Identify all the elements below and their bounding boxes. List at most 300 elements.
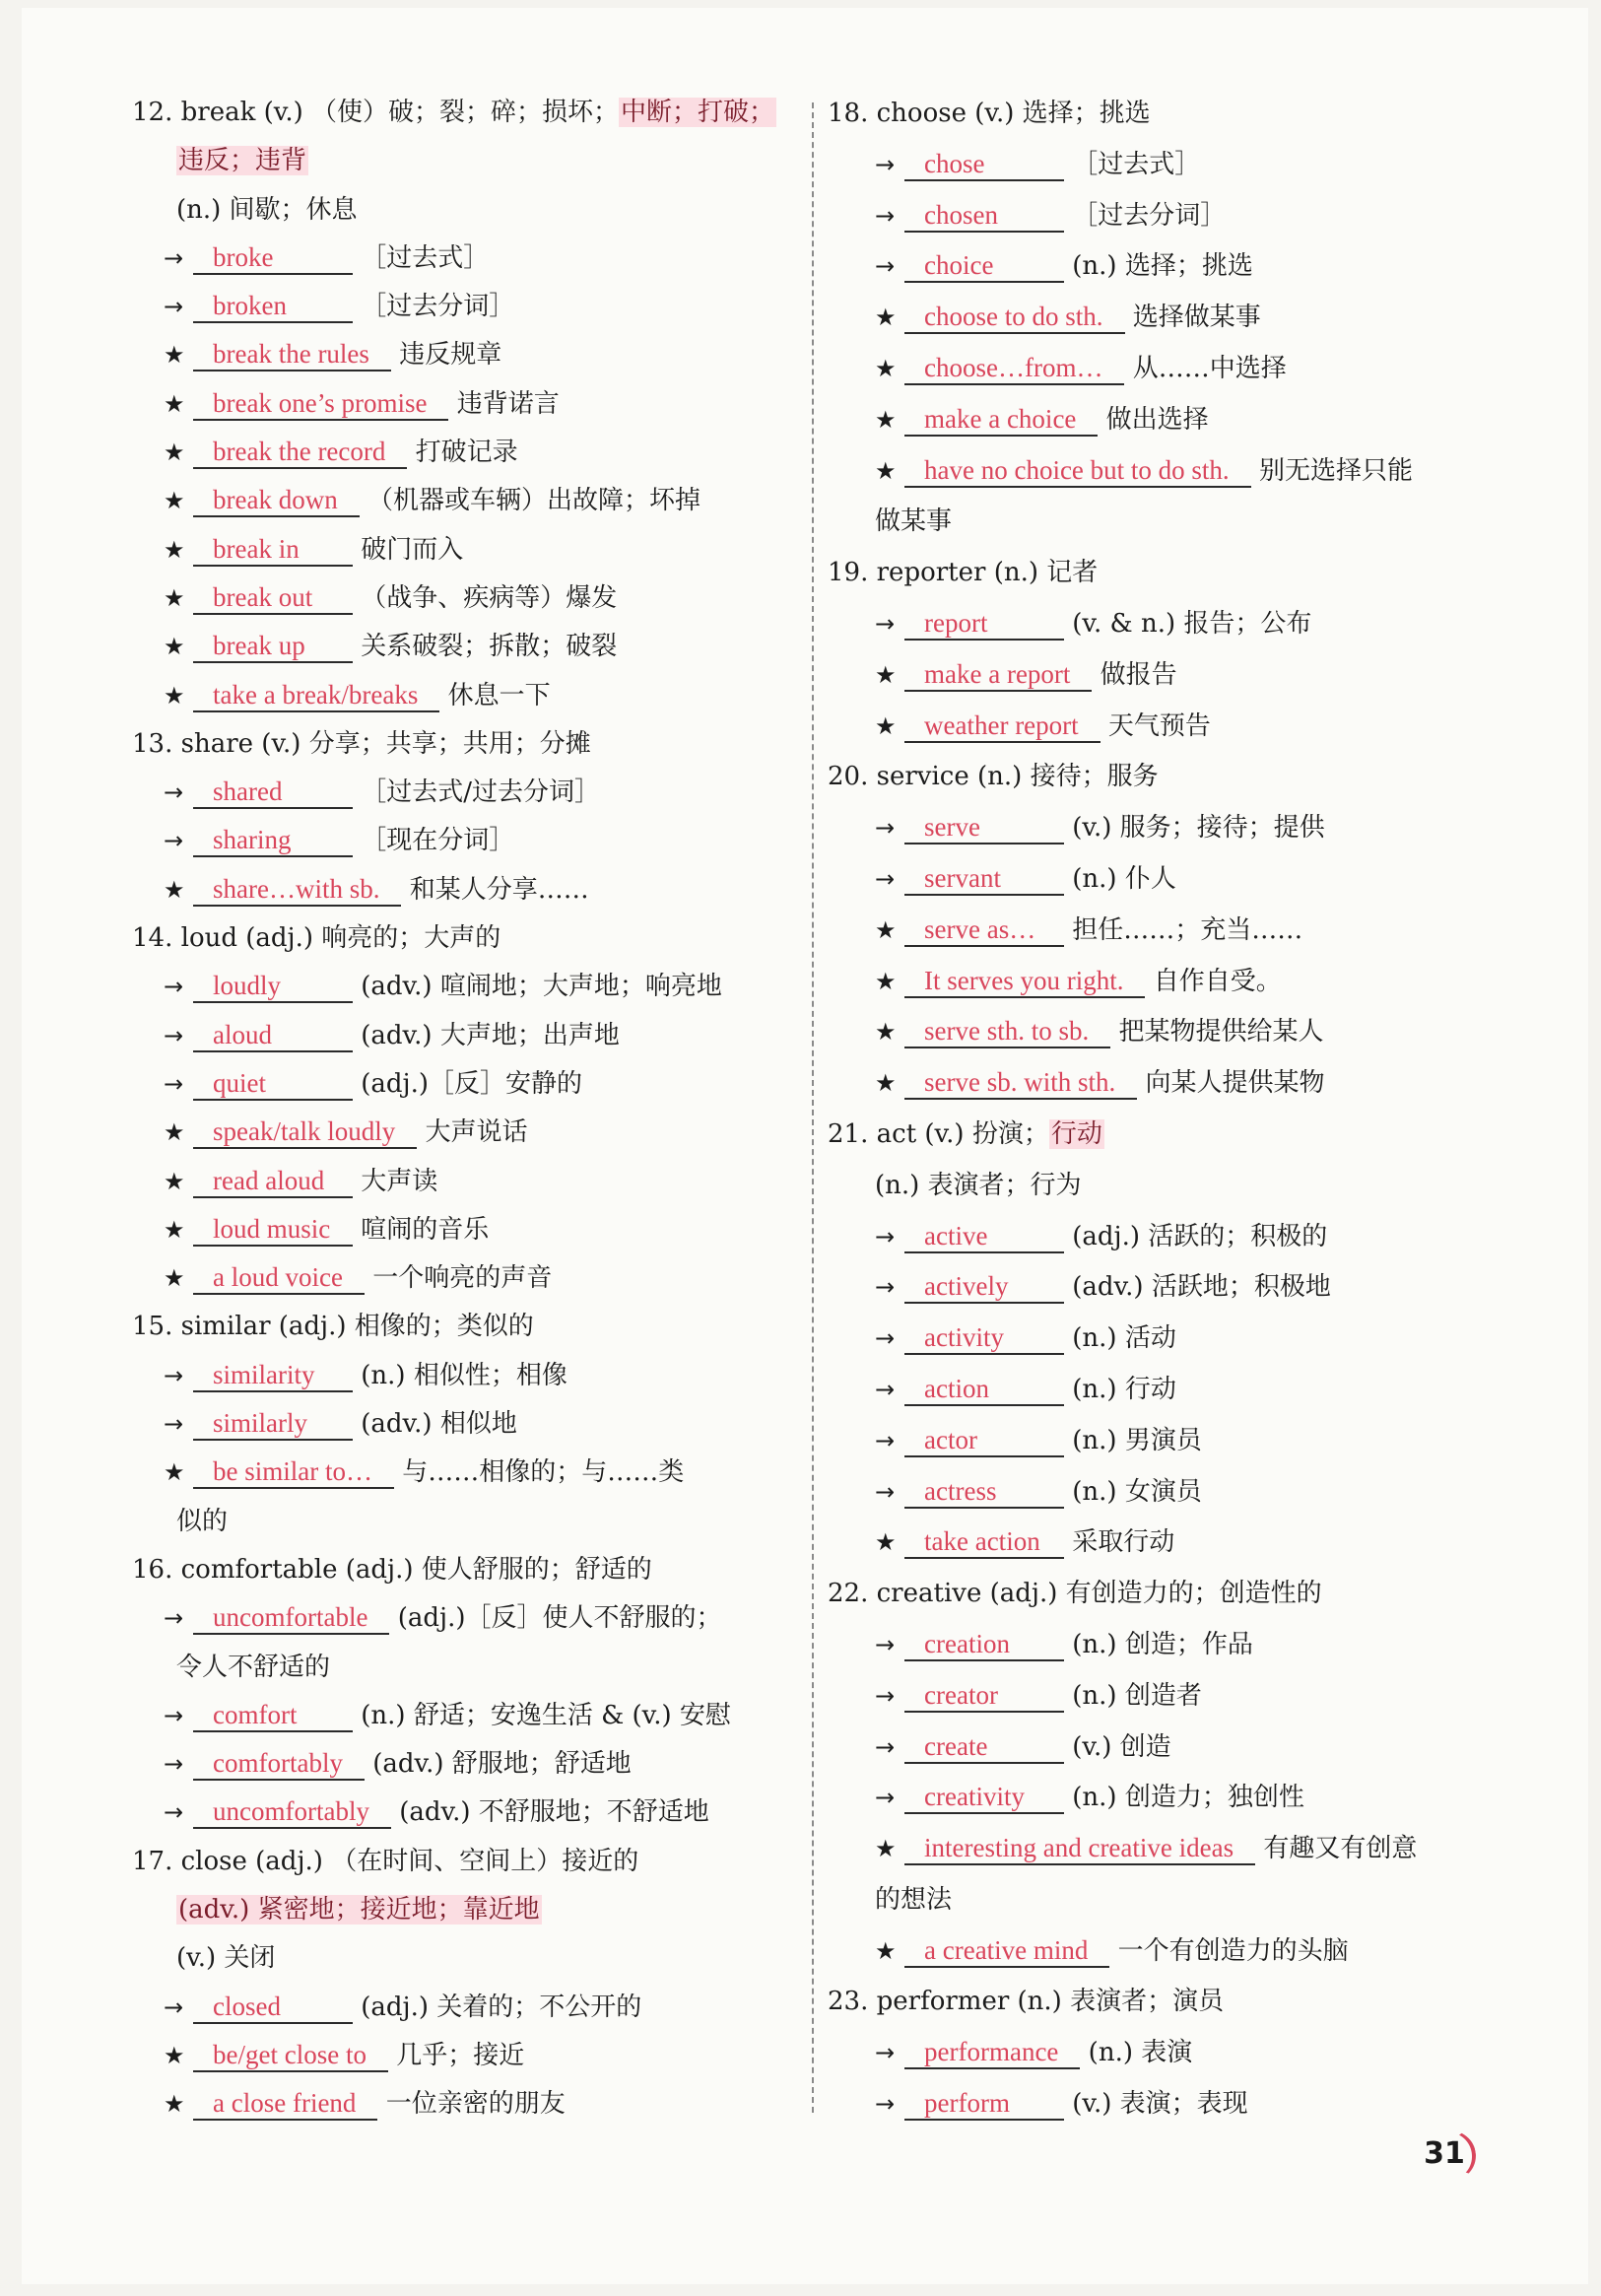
column-divider [812,102,814,2113]
arrow-icon: → [875,1681,896,1710]
star-icon: ★ [164,535,185,564]
phrase-item [828,344,1517,395]
phrase-item [828,1058,1517,1110]
star-icon: ★ [875,1936,897,1965]
part-of-speech: (n.) [993,558,1047,588]
phrase-item [828,1007,1517,1058]
part-of-speech: (adj.) [278,1312,355,1342]
star-icon: ★ [164,633,185,661]
derived-form-item [828,140,1517,191]
answer-blank: break the record [193,436,407,469]
highlighted-meaning: 行动 [1050,1118,1102,1149]
star-icon: ★ [164,2090,185,2119]
meaning: 有趣又有创意 [1255,1834,1418,1864]
derived-form-item [132,235,802,283]
meaning: 担任……；充当…… [1064,914,1303,945]
answer-blank: quiet [193,1067,353,1101]
entry-continuation [828,1875,1517,1926]
meaning: 与……相像的；与……类 [393,1457,685,1488]
phrase-item [828,395,1517,446]
headword: creative [876,1579,990,1609]
answer-blank: read aloud [193,1165,353,1198]
meaning: 关系破裂；拆散；破裂 [353,632,618,662]
star-icon: ★ [164,487,185,515]
arrow-icon: → [875,201,896,230]
arrow-icon: → [875,1222,896,1250]
arrow-icon: → [164,778,184,807]
entry-number: 15. [132,1312,181,1342]
answer-blank: similarly [193,1407,353,1441]
meaning: (n.) 表演者；行为 [875,1170,1082,1200]
meaning: 违反规章 [390,340,502,371]
derived-form-item [828,803,1517,854]
answer-blank: serve sb. with sth. [904,1066,1137,1100]
answer-blank: have no choice but to do sth. [904,454,1251,488]
derived-form-item [132,1692,802,1740]
star-icon: ★ [164,875,185,904]
star-icon: ★ [164,583,185,612]
entry-headword [828,752,1517,803]
answer-blank: weather report [904,709,1101,743]
answer-blank: loud music [193,1213,353,1247]
meaning: 有创造力的；创造性的 [1065,1579,1322,1609]
meaning: (n.) 活动 [1064,1323,1176,1354]
meaning: ［过去式］ [1064,149,1201,179]
answer-blank: break in [193,533,353,567]
meaning: 记者 [1046,558,1099,588]
entry-number: 20. [828,762,877,792]
star-icon: ★ [875,354,897,382]
phrase-item [828,650,1517,702]
part-of-speech: (n.) [1017,1987,1071,2017]
answer-blank: break down [193,484,360,517]
entry-number: 16. [132,1554,181,1585]
meaning: (adj.) 关着的；不公开的 [353,1992,642,2022]
star-icon: ★ [875,1069,897,1098]
arrow-icon: → [875,252,896,281]
answer-blank: be/get close to [193,2039,388,2072]
meaning: 自作自受。 [1145,966,1282,996]
meaning: (n.) 创造者 [1064,1680,1202,1711]
meaning: (v.) 创造 [1064,1731,1171,1762]
derived-form-item [828,1722,1517,1774]
meaning: 别无选择只能 [1250,455,1413,486]
meaning: (n.) 表演 [1080,2038,1193,2068]
answer-blank: actor [904,1424,1064,1457]
derived-form-item [828,854,1517,906]
answer-blank: broke [193,241,353,275]
arrow-icon: → [164,1992,184,2021]
star-icon: ★ [164,1215,185,1244]
star-icon: ★ [164,1458,185,1487]
headword: choose [876,99,975,128]
star-icon: ★ [164,341,185,370]
entry-headword [828,89,1517,140]
derived-form-item [828,1365,1517,1416]
answer-blank: break out [193,581,353,615]
phrase-item [132,380,802,429]
entry-headword [132,89,802,137]
highlighted-meaning: 中断；打破； [621,98,775,127]
entry-headword [828,548,1517,599]
highlighted-meaning: (adv.) 紧密地；接近地；靠近地 [178,1894,540,1925]
derived-form-item [132,1352,802,1400]
answer-blank: take action [904,1525,1064,1559]
meaning: (v.) 表演；表现 [1064,2089,1248,2120]
star-icon: ★ [164,389,185,418]
answer-blank: choose to do sth. [904,301,1125,334]
meaning: (adv.) 活跃地；积极地 [1064,1272,1331,1303]
star-icon: ★ [164,1118,185,1147]
derived-form-item [132,1789,802,1837]
headword: similar [180,1312,279,1342]
phrase-item [132,866,802,914]
entry-number: 12. [132,98,181,127]
phrase-item [828,1518,1517,1569]
answer-blank: serve as… [904,913,1064,947]
meaning: (adv.) 舒服地；舒适地 [364,1749,632,1780]
arrow-icon: → [875,1732,896,1761]
phrase-item [828,906,1517,957]
entry-number: 22. [828,1579,877,1609]
answer-blank: active [904,1220,1064,1253]
meaning: (n.) 选择；挑选 [1064,251,1253,282]
answer-blank: be similar to… [193,1455,394,1489]
workbook-page [22,8,1588,2284]
headword: comfortable [180,1554,346,1585]
meaning: 接待；服务 [1030,762,1159,792]
derived-form-item [132,283,802,331]
meaning: (n.) 创造力；独创性 [1064,1783,1304,1813]
meaning: (v.) 服务；接待；提供 [1064,813,1325,844]
star-icon: ★ [164,1167,185,1195]
entry-headword [132,914,802,963]
meaning: 大声说话 [417,1117,528,1148]
headword: break [180,98,264,127]
derived-form-item [132,769,802,817]
highlighted-meaning: 违反；违背 [178,146,307,176]
meaning: (adj.)［反］安静的 [353,1068,583,1099]
phrase-item [132,1206,802,1254]
answer-blank: action [904,1373,1064,1406]
headword: close [180,1846,256,1876]
arrow-icon: → [875,1324,896,1353]
phrase-item [132,1109,802,1157]
arrow-icon: → [164,973,184,1001]
meaning: 从……中选择 [1124,353,1287,383]
meaning: ［过去式］ [353,242,490,273]
answer-blank: perform [904,2087,1064,2121]
meaning: 一位亲密的朋友 [377,2089,566,2120]
derived-form-item [828,1416,1517,1467]
entry-continuation [828,497,1517,548]
derived-form-item [132,1984,802,2032]
arrow-icon: → [875,1375,896,1403]
entry-number: 19. [828,558,877,588]
part-of-speech: (n.) [977,762,1031,792]
answer-blank: activity [904,1321,1064,1355]
meaning: (v. & n.) 报告；公布 [1064,608,1312,639]
star-icon: ★ [875,660,897,689]
headword: performer [876,1987,1018,2017]
answer-blank: serve sth. to sb. [904,1015,1110,1048]
answer-blank: broken [193,290,353,323]
phrase-item [828,957,1517,1008]
answer-blank: a loud voice [193,1261,365,1295]
part-of-speech: (adj.) [245,923,322,954]
headword: loud [180,923,246,954]
answer-blank: make a choice [904,403,1098,437]
meaning: 选择做某事 [1124,303,1261,333]
arrow-icon: → [875,1630,896,1658]
derived-form-item [132,1012,802,1060]
derived-form-item [132,1400,802,1449]
meaning: 几乎；接近 [387,2040,525,2070]
meaning: (n.) 舒适；安逸生活 & (v.) 安慰 [353,1700,731,1730]
meaning: (adv.) 相似地 [353,1409,517,1440]
phrase-item [828,702,1517,753]
derived-form-item [828,1467,1517,1519]
arrow-icon: → [875,1426,896,1454]
derived-form-item [828,241,1517,293]
meaning: (n.) 创造；作品 [1064,1629,1253,1659]
phrase-item [132,1449,802,1497]
answer-blank: a creative mind [904,1934,1109,1968]
meaning: 违背诺言 [448,388,560,419]
meaning: (n.) 间歇；休息 [176,194,358,225]
entry-number: 23. [828,1987,877,2017]
derived-form-item [132,1060,802,1109]
part-of-speech: (adj.) [345,1554,422,1585]
derived-form-item [132,963,802,1011]
meaning: 天气预告 [1100,710,1211,741]
phrase-item [132,1254,802,1303]
entry-headword [132,720,802,769]
arrow-icon: → [875,1784,896,1812]
right-column [828,89,1517,2130]
entry-headword [828,1569,1517,1620]
arrow-icon: → [164,1021,184,1049]
derived-form-item [828,2079,1517,2130]
headword: reporter [876,558,994,588]
answer-blank: take a break/breaks [193,679,439,712]
star-icon: ★ [875,1835,897,1863]
meaning: 喧闹的音乐 [353,1214,490,1245]
meaning: ［过去式/过去分词］ [353,777,601,808]
headword: service [876,762,977,792]
answer-blank: creator [904,1679,1064,1713]
meaning: (adv.) 不舒服地；不舒适地 [390,1797,709,1828]
answer-blank: uncomfortably [193,1795,391,1829]
meaning: ［过去分词］ [1064,200,1227,231]
meaning: 休息一下 [439,680,551,710]
answer-blank: creation [904,1628,1064,1661]
meaning: 和某人分享…… [401,874,589,905]
star-icon: ★ [875,711,897,740]
answer-blank: creativity [904,1781,1064,1814]
entry-number: 21. [828,1118,877,1149]
meaning: 分享；共享；共用；分摊 [308,728,591,759]
meaning: 表演者；演员 [1070,1987,1225,2017]
star-icon: ★ [875,915,897,944]
meaning: (n.) 相似性；相像 [353,1360,567,1390]
star-icon: ★ [875,1018,897,1047]
derived-form-item [828,2028,1517,2079]
arrow-icon: → [164,1361,184,1389]
entry-number: 18. [828,99,877,128]
page-number: 31 [1419,2128,1470,2180]
meaning: 响亮的；大声的 [321,923,501,954]
meaning: 一个响亮的声音 [364,1263,553,1294]
headword: share [180,728,262,759]
phrase-item [828,293,1517,344]
derived-form-item [828,1212,1517,1263]
meaning: (adv.) 大声地；出声地 [353,1020,620,1050]
answer-blank: closed [193,1991,353,2024]
derived-form-item [828,1671,1517,1722]
phrase-item [828,1926,1517,1978]
phrase-item [828,1824,1517,1875]
answer-blank: a close friend [193,2087,377,2121]
phrase-item [132,2080,802,2128]
derived-form-item [828,191,1517,242]
meaning: (n.) 女演员 [1064,1476,1202,1507]
answer-blank: share…with sb. [193,873,401,907]
star-icon: ★ [875,1528,897,1557]
answer-blank: performance [904,2036,1080,2069]
answer-blank: actively [904,1270,1064,1304]
part-of-speech: (v.) [974,99,1023,128]
arrow-icon: → [875,814,896,843]
phrase-item [132,672,802,720]
answer-blank: serve [904,811,1064,844]
meaning: （机器或车辆）出故障；坏掉 [359,486,700,516]
phrase-item [132,623,802,671]
arrow-icon: → [164,827,184,855]
derived-form-item [132,1740,802,1789]
answer-blank: loudly [193,970,353,1003]
answer-blank: chosen [904,199,1064,233]
derived-form-item [828,1262,1517,1314]
meaning: (n.) 男演员 [1064,1425,1202,1455]
arrow-icon: → [164,1410,184,1439]
arrow-icon: → [875,2090,896,2119]
meaning: 一个有创造力的头脑 [1109,1935,1349,1966]
answer-blank: servant [904,862,1064,896]
meaning: 大声读 [353,1166,438,1196]
entry-sense [828,1161,1517,1212]
arrow-icon: → [875,864,896,893]
arrow-icon: → [164,1701,184,1729]
entry-continuation [132,1498,802,1546]
arrow-icon: → [164,1798,184,1827]
arrow-icon: → [164,1604,184,1633]
meaning: 打破记录 [407,438,518,468]
star-icon: ★ [164,1264,185,1293]
entry-headword [132,1546,802,1594]
answer-blank: break the rules [193,338,391,371]
phrase-item [132,429,802,477]
entry-headword [828,1977,1517,2028]
derived-form-item [132,1594,802,1643]
phrase-item [132,1158,802,1206]
meaning: ［过去分词］ [353,292,515,322]
meaning: (adj.) 活跃的；积极的 [1064,1221,1328,1251]
star-icon: ★ [164,681,185,709]
answer-blank: interesting and creative ideas [904,1832,1255,1865]
part-of-speech: (v.) [261,728,309,759]
answer-blank: similarity [193,1359,353,1392]
answer-blank: comfort [193,1699,353,1732]
meaning: 破门而入 [353,534,464,565]
derived-form-item [828,599,1517,650]
meaning: （在时间、空间上）接近的 [331,1846,639,1876]
answer-blank: report [904,607,1064,641]
arrow-icon: → [875,1477,896,1506]
entry-headword [132,1838,802,1886]
answer-blank: chose [904,148,1064,181]
part-of-speech: (v.) [924,1118,972,1149]
star-icon: ★ [875,967,897,995]
answer-blank: comfortably [193,1747,365,1781]
answer-blank: create [904,1730,1064,1764]
meaning: 令人不舒适的 [176,1652,331,1682]
answer-blank: It serves you right. [904,965,1145,998]
entry-sense [132,186,802,235]
meaning: (n.) 仆人 [1064,863,1176,894]
star-icon: ★ [875,456,897,485]
meaning: 选择；挑选 [1022,99,1151,128]
arrow-icon: → [875,150,896,178]
meaning: (adj.)［反］使人不舒服的； [389,1603,722,1634]
arrow-icon: → [164,1069,184,1098]
meaning: 似的 [176,1506,229,1536]
meaning: (adv.) 喧闹地；大声地；响亮地 [353,972,722,1002]
phrase-item [132,574,802,623]
phrase-item [132,526,802,574]
meaning: 把某物提供给某人 [1110,1017,1324,1047]
answer-blank: speak/talk loudly [193,1115,417,1149]
phrase-item [132,331,802,379]
arrow-icon: → [875,1273,896,1302]
star-icon: ★ [164,439,185,467]
meaning: （使）破；裂；碎；损坏； [311,98,620,127]
derived-form-item [828,1314,1517,1365]
part-of-speech: (adj.) [989,1579,1066,1609]
meaning: 做某事 [875,506,953,537]
star-icon: ★ [875,304,897,332]
meaning: (n.) 行动 [1064,1374,1176,1404]
meaning: 的想法 [875,1884,953,1915]
meaning: 采取行动 [1064,1527,1175,1558]
meaning: 做出选择 [1098,404,1209,435]
phrase-item [132,477,802,525]
entry-number: 13. [132,728,181,759]
arrow-icon: → [164,293,184,321]
part-of-speech: (adj.) [255,1846,332,1876]
meaning: 做报告 [1092,659,1177,690]
star-icon: ★ [164,2041,185,2069]
entry-continuation [132,137,802,185]
entry-continuation [132,1644,802,1692]
arrow-icon: → [875,609,896,638]
answer-blank: break one’s promise [193,387,448,421]
derived-form-item [828,1620,1517,1671]
arrow-icon: → [164,243,184,272]
answer-blank: make a report [904,658,1092,692]
part-of-speech: (v.) [263,98,312,127]
answer-blank: aloud [193,1019,353,1052]
